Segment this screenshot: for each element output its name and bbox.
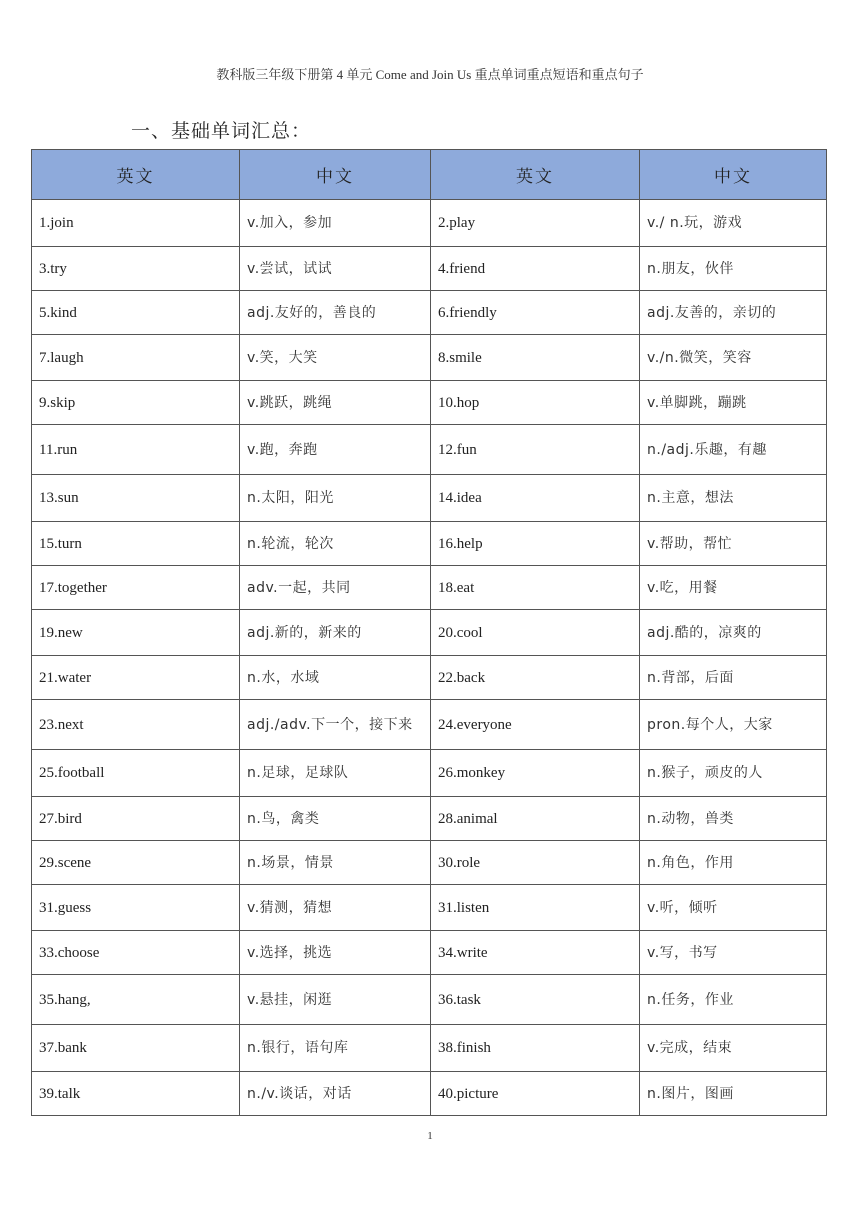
table-row (32, 381, 827, 425)
english-word-cell: 15.turn (32, 522, 240, 566)
english-word-cell: 3.try (32, 247, 240, 291)
chinese-meaning-cell: v.完成，结束 (640, 1025, 827, 1072)
chinese-meaning-cell: n.主意，想法 (640, 475, 827, 522)
chinese-meaning-cell: v.帮助，帮忙 (640, 522, 827, 566)
table-row (32, 610, 827, 656)
english-word-cell: 23.next (32, 700, 240, 750)
page-number: 1 (427, 1130, 433, 1142)
header-english-1: 英文 (32, 150, 240, 200)
table-header-row (32, 150, 827, 200)
chinese-meaning-cell: v./n.微笑，笑容 (640, 335, 827, 381)
chinese-meaning-cell: v.写，书写 (640, 931, 827, 975)
chinese-meaning-cell: v.加入，参加 (240, 200, 431, 247)
chinese-meaning-cell: n.鸟，禽类 (240, 797, 431, 841)
chinese-meaning-cell: pron.每个人，大家 (640, 700, 827, 750)
table-row (32, 797, 827, 841)
english-word-cell: 24.everyone (431, 700, 640, 750)
english-word-cell: 13.sun (32, 475, 240, 522)
chinese-meaning-cell: n.银行，语句库 (240, 1025, 431, 1072)
english-word-cell: 8.smile (431, 335, 640, 381)
english-word-cell: 20.cool (431, 610, 640, 656)
english-word-cell: 10.hop (431, 381, 640, 425)
english-word-cell: 37.bank (32, 1025, 240, 1072)
chinese-meaning-cell: n.猴子，顽皮的人 (640, 750, 827, 797)
chinese-meaning-cell: adv.一起，共同 (240, 566, 431, 610)
english-word-cell: 19.new (32, 610, 240, 656)
english-word-cell: 38.finish (431, 1025, 640, 1072)
chinese-meaning-cell: n./adj.乐趣，有趣 (640, 425, 827, 475)
table-row (32, 750, 827, 797)
chinese-meaning-cell: n.背部，后面 (640, 656, 827, 700)
table-row (32, 931, 827, 975)
english-word-cell: 31.guess (32, 885, 240, 931)
chinese-meaning-cell: n./v.谈话，对话 (240, 1072, 431, 1116)
english-word-cell: 30.role (431, 841, 640, 885)
english-word-cell: 39.talk (32, 1072, 240, 1116)
vocabulary-table (31, 149, 827, 1116)
table-row (32, 975, 827, 1025)
table-row (32, 885, 827, 931)
english-word-cell: 40.picture (431, 1072, 640, 1116)
english-word-cell: 35.hang, (32, 975, 240, 1025)
english-word-cell: 22.back (431, 656, 640, 700)
english-word-cell: 34.write (431, 931, 640, 975)
table-body (32, 200, 827, 1116)
chinese-meaning-cell: v.跳跃，跳绳 (240, 381, 431, 425)
chinese-meaning-cell: v.猜测，猜想 (240, 885, 431, 931)
chinese-meaning-cell: adj.新的，新来的 (240, 610, 431, 656)
english-word-cell: 28.animal (431, 797, 640, 841)
chinese-meaning-cell: v.选择，挑选 (240, 931, 431, 975)
chinese-meaning-cell: v.跑，奔跑 (240, 425, 431, 475)
table-row (32, 656, 827, 700)
header-english-2: 英文 (431, 150, 640, 200)
chinese-meaning-cell: n.水，水域 (240, 656, 431, 700)
english-word-cell: 5.kind (32, 291, 240, 335)
chinese-meaning-cell: v./ n.玩，游戏 (640, 200, 827, 247)
english-word-cell: 17.together (32, 566, 240, 610)
chinese-meaning-cell: n.角色，作用 (640, 841, 827, 885)
table-row (32, 522, 827, 566)
page-header: 教科版三年级下册第 4 单元 Come and Join Us 重点单词重点短语和重点句子 (216, 67, 644, 82)
english-word-cell: 16.help (431, 522, 640, 566)
chinese-meaning-cell: n.图片，图画 (640, 1072, 827, 1116)
chinese-meaning-cell: n.足球，足球队 (240, 750, 431, 797)
table-row (32, 200, 827, 247)
chinese-meaning-cell: v.听，倾听 (640, 885, 827, 931)
chinese-meaning-cell: n.动物，兽类 (640, 797, 827, 841)
section-title: 一、基础单词汇总： (131, 121, 312, 142)
english-word-cell: 6.friendly (431, 291, 640, 335)
chinese-meaning-cell: adj./adv.下一个，接下来 (240, 700, 431, 750)
table-row (32, 335, 827, 381)
table-row (32, 291, 827, 335)
table-row (32, 247, 827, 291)
chinese-meaning-cell: n.太阳，阳光 (240, 475, 431, 522)
table-row (32, 1025, 827, 1072)
english-word-cell: 1.join (32, 200, 240, 247)
english-word-cell: 11.run (32, 425, 240, 475)
table-row (32, 841, 827, 885)
english-word-cell: 33.choose (32, 931, 240, 975)
english-word-cell: 36.task (431, 975, 640, 1025)
english-word-cell: 7.laugh (32, 335, 240, 381)
chinese-meaning-cell: adj.酷的，凉爽的 (640, 610, 827, 656)
chinese-meaning-cell: v.单脚跳，蹦跳 (640, 381, 827, 425)
chinese-meaning-cell: adj.友好的，善良的 (240, 291, 431, 335)
chinese-meaning-cell: v.笑，大笑 (240, 335, 431, 381)
english-word-cell: 31.listen (431, 885, 640, 931)
chinese-meaning-cell: v.吃，用餐 (640, 566, 827, 610)
header-chinese-1: 中文 (240, 150, 431, 200)
chinese-meaning-cell: n.任务，作业 (640, 975, 827, 1025)
english-word-cell: 9.skip (32, 381, 240, 425)
chinese-meaning-cell: v.悬挂，闲逛 (240, 975, 431, 1025)
header-chinese-2: 中文 (640, 150, 827, 200)
english-word-cell: 18.eat (431, 566, 640, 610)
chinese-meaning-cell: n.轮流，轮次 (240, 522, 431, 566)
chinese-meaning-cell: n.朋友，伙伴 (640, 247, 827, 291)
table-row (32, 700, 827, 750)
english-word-cell: 2.play (431, 200, 640, 247)
english-word-cell: 4.friend (431, 247, 640, 291)
english-word-cell: 14.idea (431, 475, 640, 522)
chinese-meaning-cell: v.尝试，试试 (240, 247, 431, 291)
english-word-cell: 26.monkey (431, 750, 640, 797)
english-word-cell: 25.football (32, 750, 240, 797)
english-word-cell: 21.water (32, 656, 240, 700)
chinese-meaning-cell: adj.友善的，亲切的 (640, 291, 827, 335)
english-word-cell: 27.bird (32, 797, 240, 841)
table-row (32, 1072, 827, 1116)
chinese-meaning-cell: n.场景，情景 (240, 841, 431, 885)
table-row (32, 475, 827, 522)
english-word-cell: 12.fun (431, 425, 640, 475)
table-row (32, 425, 827, 475)
table-row (32, 566, 827, 610)
english-word-cell: 29.scene (32, 841, 240, 885)
